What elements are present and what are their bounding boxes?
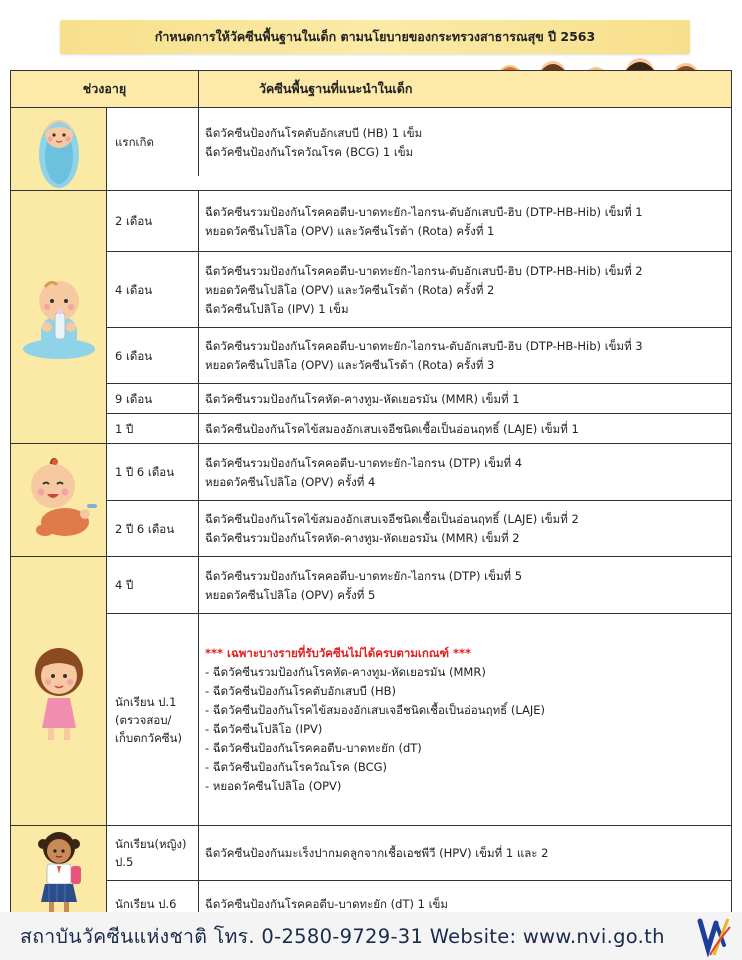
vaccine-line: ฉีดวัคซีนรวมป้องกันโรคหัด-คางทูม-หัดเยอรมัน (MMR) เข็มที่ 1 <box>205 391 520 406</box>
vaccine-line: ฉีดวัคซีนป้องกันโรควัณโรค (BCG) 1 เข็ม <box>205 144 414 159</box>
table-body <box>11 107 731 926</box>
table-row <box>107 826 731 880</box>
age-label: 6 เดือน <box>115 348 153 363</box>
vaccine-cell <box>199 108 731 176</box>
table-row <box>107 191 731 251</box>
vaccine-line: หยอดวัคซีนโปลิโอ (OPV) และวัคซีนโรต้า (Rota) ครั้งที่ 3 <box>205 358 495 372</box>
age-cell <box>107 414 199 443</box>
age-group-rows <box>107 444 731 556</box>
vaccine-line: - ฉีดวัคซีนโปลิโอ (IPV) <box>205 722 323 736</box>
newborn-baby-icon <box>11 108 107 190</box>
table-row <box>107 413 731 443</box>
age-cell <box>107 252 199 327</box>
vaccine-line: ฉีดวัคซีนโปลิโอ (IPV) 1 เข็ม <box>205 301 349 316</box>
vaccine-line: - หยอดวัคซีนโปลิโอ (OPV) <box>205 779 342 793</box>
age-cell <box>107 191 199 251</box>
vaccine-line: หยอดวัคซีนโปลิโอ (OPV) และวัคซีนโรต้า (Rota) ครั้งที่ 1 <box>205 223 495 238</box>
vaccine-cell <box>199 501 731 556</box>
vaccine-line: ฉีดวัคซีนป้องกันโรคไข้สมองอักเสบเจอีชนิดเชื้อเป็นอ่อนฤทธิ์ (LAJE) เข็มที่ 2 <box>205 512 579 526</box>
vaccine-cell <box>199 614 731 825</box>
age-group <box>11 556 731 825</box>
table-row <box>107 613 731 825</box>
table-row <box>107 108 731 176</box>
age-group-rows <box>107 557 731 825</box>
vaccine-line: ฉีดวัคซีนป้องกันมะเร็งปากมดลูกจากเชื้อเอชพีวี (HPV) เข็มที่ 1 และ 2 <box>205 846 549 860</box>
age-label: นักเรียน ป.6 <box>115 896 177 911</box>
vaccine-line: - ฉีดวัคซีนป้องกันโรคคอตีบ-บาดทะยัก (dT) <box>205 741 422 755</box>
age-group <box>11 107 731 190</box>
footer-contact-text: สถาบันวัคซีนแห่งชาติ โทร. 0-2580-9729-31 Website: www.nvi.go.th <box>20 924 665 948</box>
vaccine-line: ฉีดวัคซีนรวมป้องกันโรคคอตีบ-บาดทะยัก-ไอกรน (DTP) เข็มที่ 4 <box>205 455 523 470</box>
age-group <box>11 825 731 926</box>
vaccine-cell <box>199 328 731 383</box>
table-row <box>107 327 731 383</box>
vaccine-cell <box>199 191 731 251</box>
vaccine-line: หยอดวัคซีนโปลิโอ (OPV) ครั้งที่ 5 <box>205 587 376 602</box>
vaccine-line: ฉีดวัคซีนป้องกันโรคคอตีบ-บาดทะยัก (dT) 1 เข็ม <box>205 896 448 911</box>
age-group-rows <box>107 191 731 443</box>
vaccine-line: - ฉีดวัคซีนป้องกันโรคตับอักเสบบี (HB) <box>205 684 396 698</box>
age-cell <box>107 501 199 556</box>
vaccine-line: หยอดวัคซีนโปลิโอ (OPV) และวัคซีนโรต้า (Rota) ครั้งที่ 2 <box>205 282 495 297</box>
age-label: 1 ปี <box>115 421 134 436</box>
vaccine-cell <box>199 414 731 443</box>
table-row <box>107 251 731 327</box>
age-label: 2 ปี 6 เดือน <box>115 521 175 536</box>
age-label: 1 ปี 6 เดือน <box>115 465 175 479</box>
age-label: นักเรียน(หญิง) <box>115 837 187 851</box>
age-cell <box>107 328 199 383</box>
age-group-rows <box>107 826 731 926</box>
vaccine-line: ฉีดวัคซีนรวมป้องกันโรคหัด-คางทูม-หัดเยอรมัน (MMR) เข็มที่ 2 <box>205 531 520 545</box>
age-label: 2 เดือน <box>115 214 153 228</box>
footer <box>0 912 742 960</box>
vaccine-line: ฉีดวัคซีนป้องกันโรคไข้สมองอักเสบเจอีชนิดเชื้อเป็นอ่อนฤทธิ์ (LAJE) เข็มที่ 1 <box>205 421 579 436</box>
vaccine-column-header: วัคซีนพื้นฐานที่แนะนำในเด็ก <box>259 81 413 96</box>
vaccine-line: - ฉีดวัคซีนป้องกันโรคไข้สมองอักเสบเจอีชนิดเชื้อเป็นอ่อนฤทธิ์ (LAJE) <box>205 703 546 717</box>
vaccine-line: ฉีดวัคซีนรวมป้องกันโรคคอตีบ-บาดทะยัก-ไอกรน (DTP) เข็มที่ 5 <box>205 568 523 583</box>
vaccine-cell <box>199 557 731 613</box>
special-note: *** เฉพาะบางรายที่รับวัคซีนไม่ได้ครบตามเกณฑ์ *** <box>205 646 472 660</box>
age-cell <box>107 108 199 176</box>
vaccine-schedule-table <box>10 70 732 927</box>
vaccine-cell <box>199 444 731 500</box>
sitting-baby-bottle-icon <box>11 191 107 443</box>
age-label: 9 เดือน <box>115 391 153 406</box>
vaccine-line: หยอดวัคซีนโปลิโอ (OPV) ครั้งที่ 4 <box>205 474 376 489</box>
vaccine-line: ฉีดวัคซีนรวมป้องกันโรคคอตีบ-บาดทะยัก-ไอกรน-ตับอักเสบบี-ฮิบ (DTP-HB-Hib) เข็มที่ 1 <box>205 204 643 219</box>
table-row <box>107 444 731 500</box>
age-cell <box>107 557 199 613</box>
vaccine-line: - ฉีดวัคซีนป้องกันโรควัณโรค (BCG) <box>205 760 388 774</box>
age-column-header: ช่วงอายุ <box>11 71 199 107</box>
age-cell <box>107 826 199 880</box>
age-label: ป.5 <box>115 855 134 869</box>
nvi-logo-icon <box>696 915 732 957</box>
vaccine-line: ฉีดวัคซีนป้องกันโรคตับอักเสบบี (HB) 1 เข็ม <box>205 125 423 140</box>
age-label: 4 ปี <box>115 578 134 592</box>
table-row <box>107 557 731 613</box>
age-cell <box>107 384 199 413</box>
age-label: 4 เดือน <box>115 282 153 297</box>
page-title: กำหนดการให้วัคซีนพื้นฐานในเด็ก ตามนโยบายของกระทรวงสาธารณสุข ปี 2563 <box>60 20 690 54</box>
schoolgirl-icon <box>11 826 107 926</box>
age-group <box>11 443 731 556</box>
age-group <box>11 190 731 443</box>
table-row <box>107 500 731 556</box>
vaccine-cell <box>199 384 731 413</box>
vaccine-line: - ฉีดวัคซีนรวมป้องกันโรคหัด-คางทูม-หัดเยอรมัน (MMR) <box>205 665 486 679</box>
age-cell <box>107 444 199 500</box>
table-header-row <box>11 71 731 107</box>
vaccine-line: ฉีดวัคซีนรวมป้องกันโรคคอตีบ-บาดทะยัก-ไอกรน-ตับอักเสบบี-ฮิบ (DTP-HB-Hib) เข็มที่ 3 <box>205 339 643 353</box>
table-row <box>107 383 731 413</box>
little-girl-icon <box>11 557 107 825</box>
age-label: แรกเกิด <box>115 135 154 149</box>
age-group-rows <box>107 108 731 190</box>
vaccine-cell <box>199 252 731 327</box>
vaccine-line: ฉีดวัคซีนรวมป้องกันโรคคอตีบ-บาดทะยัก-ไอกรน-ตับอักเสบบี-ฮิบ (DTP-HB-Hib) เข็มที่ 2 <box>205 263 643 278</box>
age-label: เก็บตกวัคซีน) <box>115 730 182 745</box>
age-label: นักเรียน ป.1 <box>115 694 177 709</box>
age-cell <box>107 614 199 825</box>
crawling-baby-icon <box>11 444 107 556</box>
age-label: (ตรวจสอบ/ <box>115 712 172 727</box>
vaccine-cell <box>199 826 731 880</box>
